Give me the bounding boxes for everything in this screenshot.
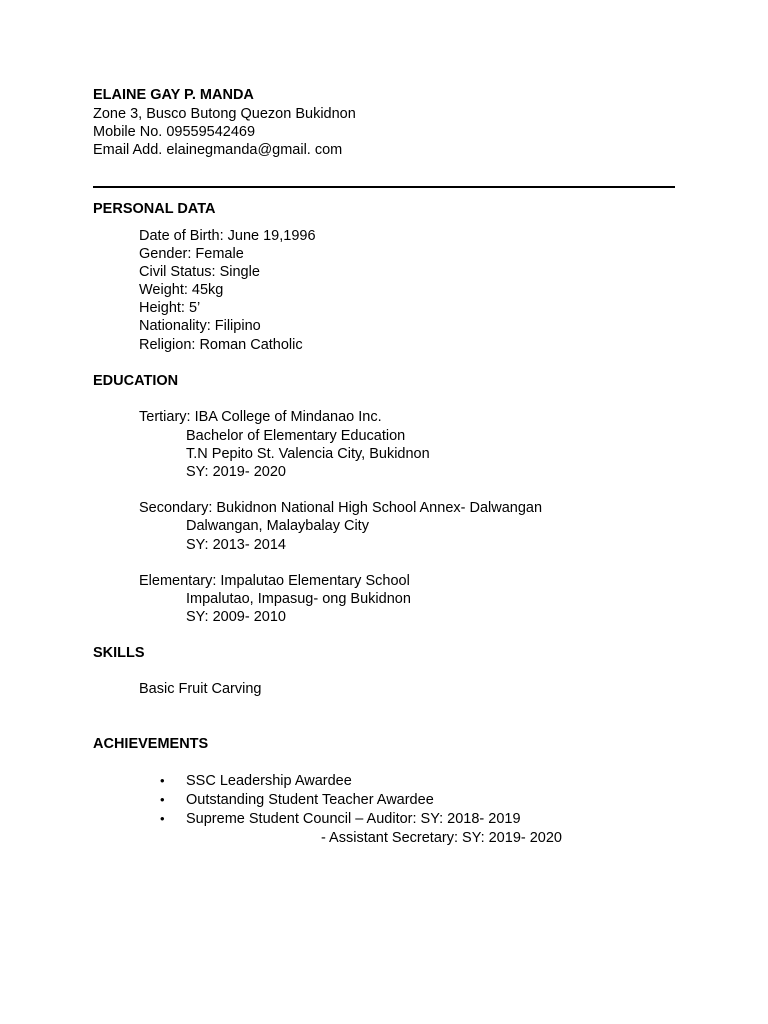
- bullet-icon: •: [160, 792, 165, 807]
- tertiary-address: T.N Pepito St. Valencia City, Bukidnon: [186, 446, 430, 462]
- achievement-item: Supreme Student Council – Auditor: SY: 2018- 2019: [186, 811, 521, 827]
- tertiary-course: Bachelor of Elementary Education: [186, 428, 406, 444]
- secondary-address: Dalwangan, Malaybalay City: [186, 518, 369, 534]
- achievement-item: SSC Leadership Awardee: [186, 773, 352, 789]
- header-divider: [93, 186, 675, 188]
- personal-data-line: Height: 5’: [139, 300, 201, 316]
- education-heading: EDUCATION: [93, 373, 179, 389]
- mobile-line: Mobile No. 09559542469: [93, 124, 256, 140]
- personal-data-line: Nationality: Filipino: [139, 318, 261, 334]
- secondary-school-year: SY: 2013- 2014: [186, 537, 286, 553]
- elementary-school: Elementary: Impalutao Elementary School: [139, 573, 410, 589]
- personal-data-heading: PERSONAL DATA: [93, 201, 216, 217]
- personal-data-line: Weight: 45kg: [139, 282, 224, 298]
- achievement-item: Outstanding Student Teacher Awardee: [186, 792, 434, 808]
- secondary-school: Secondary: Bukidnon National High School Annex- Dalwangan: [139, 500, 543, 516]
- tertiary-school-year: SY: 2019- 2020: [186, 464, 286, 480]
- address-line: Zone 3, Busco Butong Quezon Bukidnon: [93, 106, 356, 122]
- achievements-heading: ACHIEVEMENTS: [93, 736, 209, 752]
- skills-heading: SKILLS: [93, 645, 145, 661]
- elementary-school-year: SY: 2009- 2010: [186, 609, 286, 625]
- bullet-icon: •: [160, 773, 165, 788]
- personal-data-line: Religion: Roman Catholic: [139, 337, 303, 353]
- bullet-icon: •: [160, 811, 165, 826]
- skill-item: Basic Fruit Carving: [139, 681, 262, 697]
- personal-data-line: Gender: Female: [139, 246, 244, 262]
- applicant-name: ELAINE GAY P. MANDA: [93, 87, 254, 103]
- personal-data-line: Date of Birth: June 19,1996: [139, 228, 316, 244]
- tertiary-school: Tertiary: IBA College of Mindanao Inc.: [139, 409, 382, 425]
- achievement-continuation: - Assistant Secretary: SY: 2019- 2020: [321, 830, 562, 846]
- email-line: Email Add. elainegmanda@gmail. com: [93, 142, 343, 158]
- personal-data-line: Civil Status: Single: [139, 264, 260, 280]
- elementary-address: Impalutao, Impasug- ong Bukidnon: [186, 591, 411, 607]
